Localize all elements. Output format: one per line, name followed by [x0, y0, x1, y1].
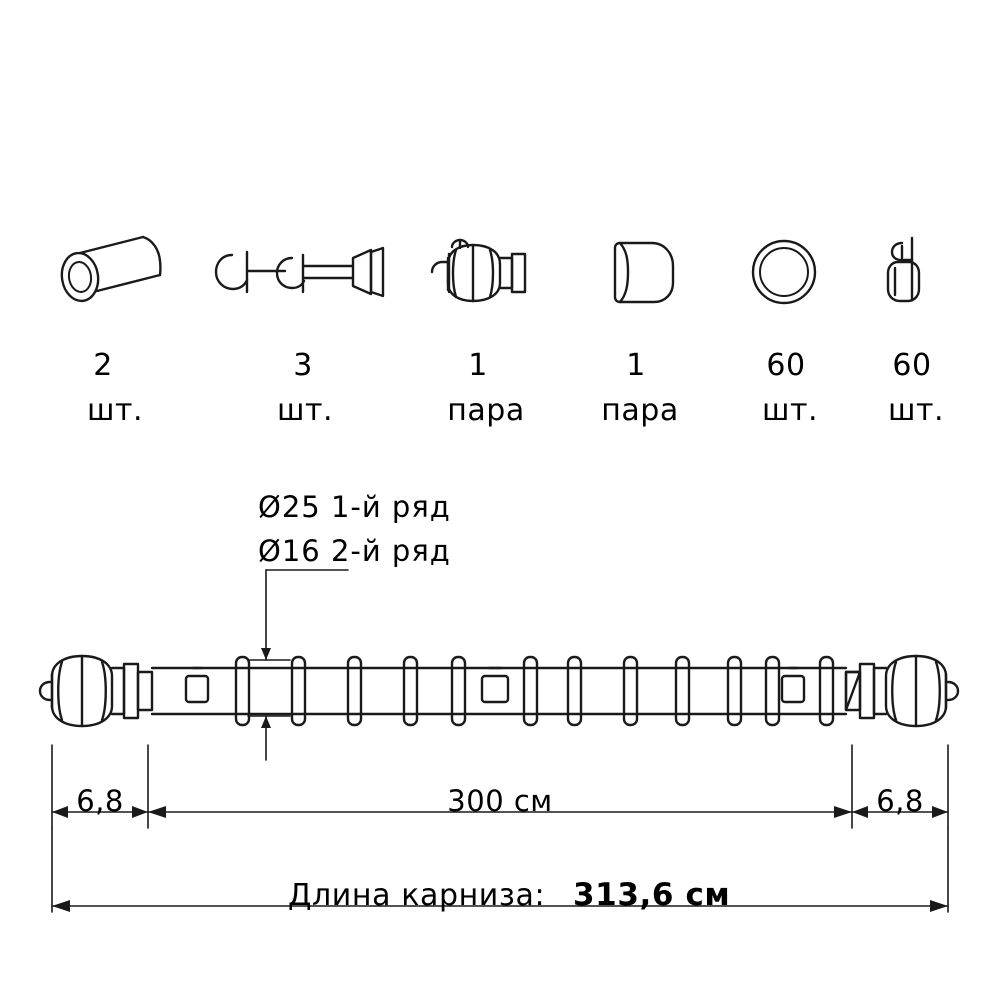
- part-qty-rod-tube: 2: [93, 348, 113, 383]
- part-qty-finial: 1: [468, 348, 488, 383]
- callout-row2-label: Ø16 2-й ряд: [258, 534, 451, 568]
- part-unit-rod-tube: шт.: [87, 393, 143, 428]
- rod-brackets: [186, 668, 804, 702]
- part-qty-hook-clip: 60: [892, 348, 932, 383]
- part-qty-ring: 60: [766, 348, 806, 383]
- rod-tube-icon: [59, 237, 161, 303]
- dimension-right-label: 6,8: [876, 784, 924, 818]
- part-unit-end-cap: пара: [601, 393, 679, 428]
- part-qty-end-cap: 1: [626, 348, 646, 383]
- right-finial: [846, 656, 958, 726]
- part-unit-finial: пара: [447, 393, 525, 428]
- left-finial: [40, 656, 152, 726]
- part-unit-wall-bracket: шт.: [277, 393, 333, 428]
- finial-icon: [432, 240, 525, 301]
- part-qty-wall-bracket: 3: [293, 348, 313, 383]
- hook-clip-icon: [888, 238, 919, 301]
- total-length-value: 313,6 см: [573, 877, 731, 913]
- part-unit-hook-clip: шт.: [888, 393, 944, 428]
- total-length-label: Длина карниза:: [288, 878, 546, 913]
- curtain-rod-assembly: [40, 656, 958, 726]
- part-unit-ring: шт.: [762, 393, 818, 428]
- dimension-middle-label: 300 см: [447, 784, 553, 818]
- callout-row1-label: Ø25 1-й ряд: [258, 490, 451, 524]
- end-cap-icon: [615, 243, 673, 302]
- bracket-icon: [216, 248, 383, 296]
- dimension-left-label: 6,8: [76, 784, 124, 818]
- ring-icon: [753, 241, 815, 303]
- callout-leader: [248, 570, 348, 760]
